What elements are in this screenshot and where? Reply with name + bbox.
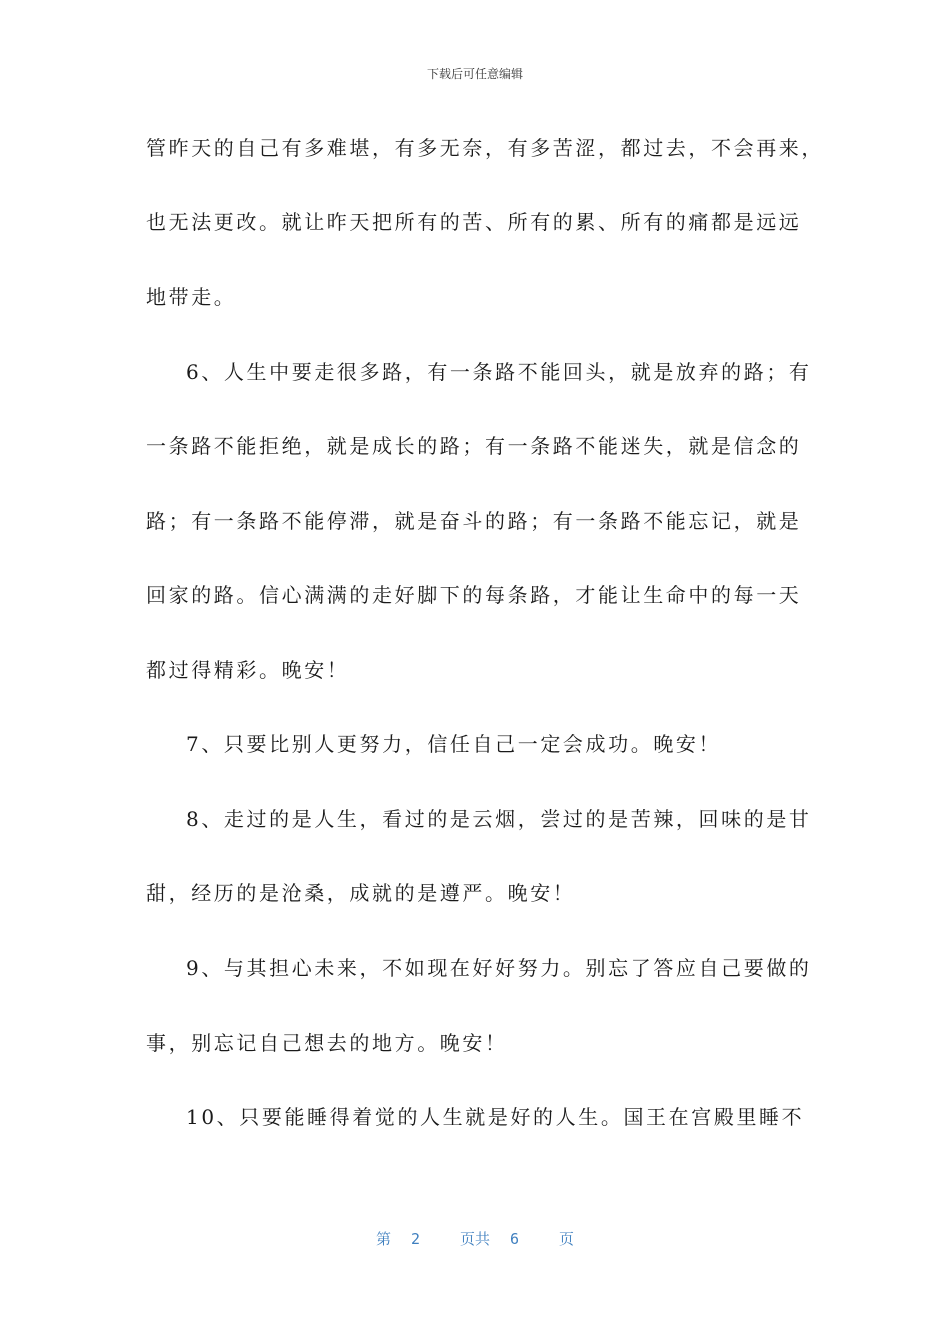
text-line: 回家的路。信心满满的走好脚下的每条路，才能让生命中的每一天 [146,583,802,607]
text-line: 也无法更改。就让昨天把所有的苦、所有的累、所有的痛都是远远 [146,210,802,234]
page-header-note: 下载后可任意编辑 [426,67,523,81]
total-pages-number: 6 [510,1230,520,1248]
page-number-footer [0,1229,950,1249]
text-line: 都过得精彩。晚安！ [146,658,350,682]
paragraph-10-line: 10、只要能睡得着觉的人生就是好的人生。国王在宫殿里睡不 [186,1105,805,1129]
text-line: 路；有一条路不能停滞，就是奋斗的路；有一条路不能忘记，就是 [146,509,802,533]
page-label-mid: 页共 [459,1230,490,1248]
text-line: 管昨天的自己有多难堪，有多无奈，有多苦涩，都过去，不会再来， [146,136,824,160]
page-label-suffix: 页 [559,1230,575,1248]
paragraph-8-line: 8、走过的是人生，看过的是云烟，尝过的是苦辣，回味的是甘 [186,807,812,831]
text-line: 一条路不能拒绝，就是成长的路；有一条路不能迷失，就是信念的 [146,434,802,458]
text-line: 甜，经历的是沧桑，成就的是遵严。晚安！ [146,881,576,905]
paragraph-9-line: 9、与其担心未来，不如现在好好努力。别忘了答应自己要做的 [186,956,812,980]
text-line: 地带走。 [146,285,237,309]
paragraph-7-line: 7、只要比别人更努力，信任自己一定会成功。晚安！ [186,732,722,756]
text-line: 事，别忘记自己想去的地方。晚安！ [146,1031,508,1055]
page-label-prefix: 第 [375,1230,391,1248]
paragraph-6-line: 6、人生中要走很多路，有一条路不能回头，就是放弃的路；有 [186,360,812,384]
current-page-number: 2 [410,1230,420,1248]
